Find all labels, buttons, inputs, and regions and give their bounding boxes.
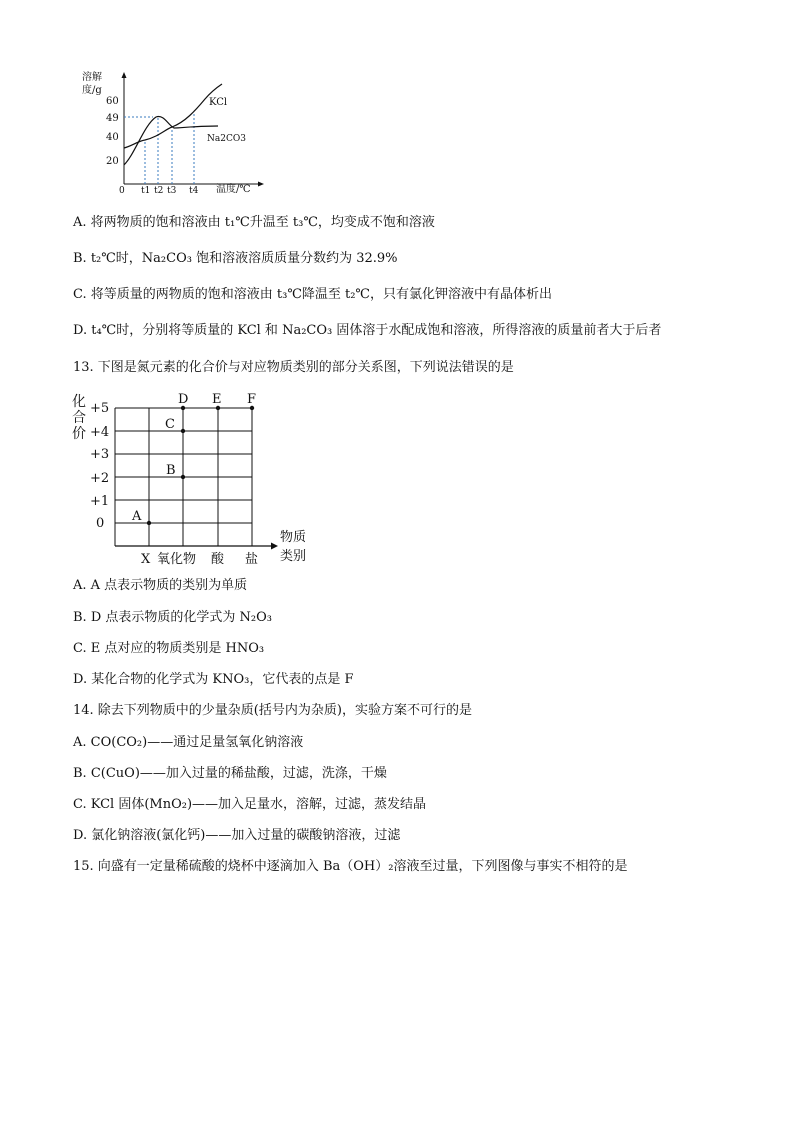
- q14-stem: 14. 除去下列物质中的少量杂质(括号内为杂质)，实验方案不可行的是: [73, 703, 472, 718]
- point-e-label: E: [212, 392, 222, 407]
- category-acid: 酸: [211, 552, 225, 567]
- valence-label-1: 化: [72, 394, 86, 410]
- solubility-xtick-t1: t1: [141, 186, 151, 196]
- category-label-1: 物质: [280, 530, 307, 545]
- solubility-ylabel-1: 溶解: [82, 72, 102, 83]
- point-c-label: C: [165, 417, 175, 432]
- q15-stem: 15. 向盛有一定量稀硫酸的烧杯中逐滴加入 Ba（OH）₂溶液至过量，下列图像与事实不相符的是: [73, 859, 628, 874]
- solubility-xlabel: 温度/℃: [216, 184, 251, 195]
- point-a-label: A: [132, 509, 142, 524]
- category-x: X: [141, 552, 151, 567]
- kcl-label: KCl: [209, 97, 228, 108]
- na2co3-label: Na2CO3: [207, 134, 246, 144]
- na2co3-curve: [124, 116, 218, 165]
- valence-tick-p2: +2: [90, 471, 110, 486]
- category-label-2: 类别: [280, 549, 307, 564]
- q12-option-c: C. 将等质量的两物质的饱和溶液由 t₃℃降温至 t₂℃，只有氯化钾溶液中有晶体析出: [73, 287, 552, 302]
- q13-option-a: A. A 点表示物质的类别为单质: [73, 578, 248, 593]
- solubility-ytick-60: 60: [106, 96, 119, 107]
- q14-option-d: D. 氯化钠溶液(氯化钙)——加入过量的碳酸钠溶液，过滤: [73, 828, 401, 843]
- point-b: [181, 475, 185, 479]
- solubility-xtick-t3: t3: [167, 186, 177, 196]
- q13-option-b: B. D 点表示物质的化学式为 N₂O₃: [73, 610, 272, 625]
- valence-tick-p4: +4: [90, 425, 110, 440]
- q13-option-c: C. E 点对应的物质类别是 HNO₃: [73, 641, 265, 656]
- q14-option-c: C. KCl 固体(MnO₂)——加入足量水，溶解，过滤，蒸发结晶: [73, 797, 427, 812]
- solubility-ytick-40: 40: [106, 132, 119, 143]
- category-salt: 盐: [245, 552, 259, 567]
- q13-option-d: D. 某化合物的化学式为 KNO₃，它代表的点是 F: [73, 672, 354, 687]
- valence-label-3: 价: [72, 426, 86, 442]
- solubility-chart: [70, 62, 270, 197]
- q12-option-a: A. 将两物质的饱和溶液由 t₁℃升温至 t₃℃，均变成不饱和溶液: [73, 215, 435, 230]
- valence-tick-0: 0: [96, 516, 105, 531]
- q14-option-a: A. CO(CO₂)——通过足量氢氧化钠溶液: [73, 735, 304, 750]
- category-oxide: 氧化物: [157, 552, 197, 567]
- solubility-xtick-0: 0: [119, 186, 125, 196]
- q13-stem: 13. 下图是氮元素的化合价与对应物质类别的部分关系图，下列说法错误的是: [73, 360, 514, 375]
- point-f-label: F: [247, 392, 257, 407]
- solubility-xtick-t2: t2: [154, 186, 164, 196]
- valence-tick-p3: +3: [90, 447, 110, 462]
- point-d-label: D: [178, 392, 189, 407]
- q12-option-b: B. t₂℃时，Na₂CO₃ 饱和溶液溶质质量分数约为 32.9%: [73, 251, 398, 266]
- point-c: [181, 429, 185, 433]
- q14-option-b: B. C(CuO)——加入过量的稀盐酸，过滤，洗涤，干燥: [73, 766, 387, 781]
- nitrogen-valence-diagram: [68, 386, 328, 570]
- point-b-label: B: [166, 463, 176, 478]
- q12-option-d: D. t₄℃时，分别将等质量的 KCl 和 Na₂CO₃ 固体溶于水配成饱和溶液，所得溶液的质量前者大于后者: [73, 323, 662, 338]
- point-a: [147, 521, 151, 525]
- solubility-ytick-49: 49: [106, 113, 119, 124]
- solubility-ytick-20: 20: [106, 156, 119, 167]
- valence-tick-p1: +1: [90, 494, 110, 509]
- solubility-xtick-t4: t4: [189, 186, 199, 196]
- valence-label-2: 合: [72, 410, 86, 426]
- solubility-ylabel-2: 度/g: [82, 85, 102, 96]
- valence-tick-p5: +5: [90, 401, 110, 416]
